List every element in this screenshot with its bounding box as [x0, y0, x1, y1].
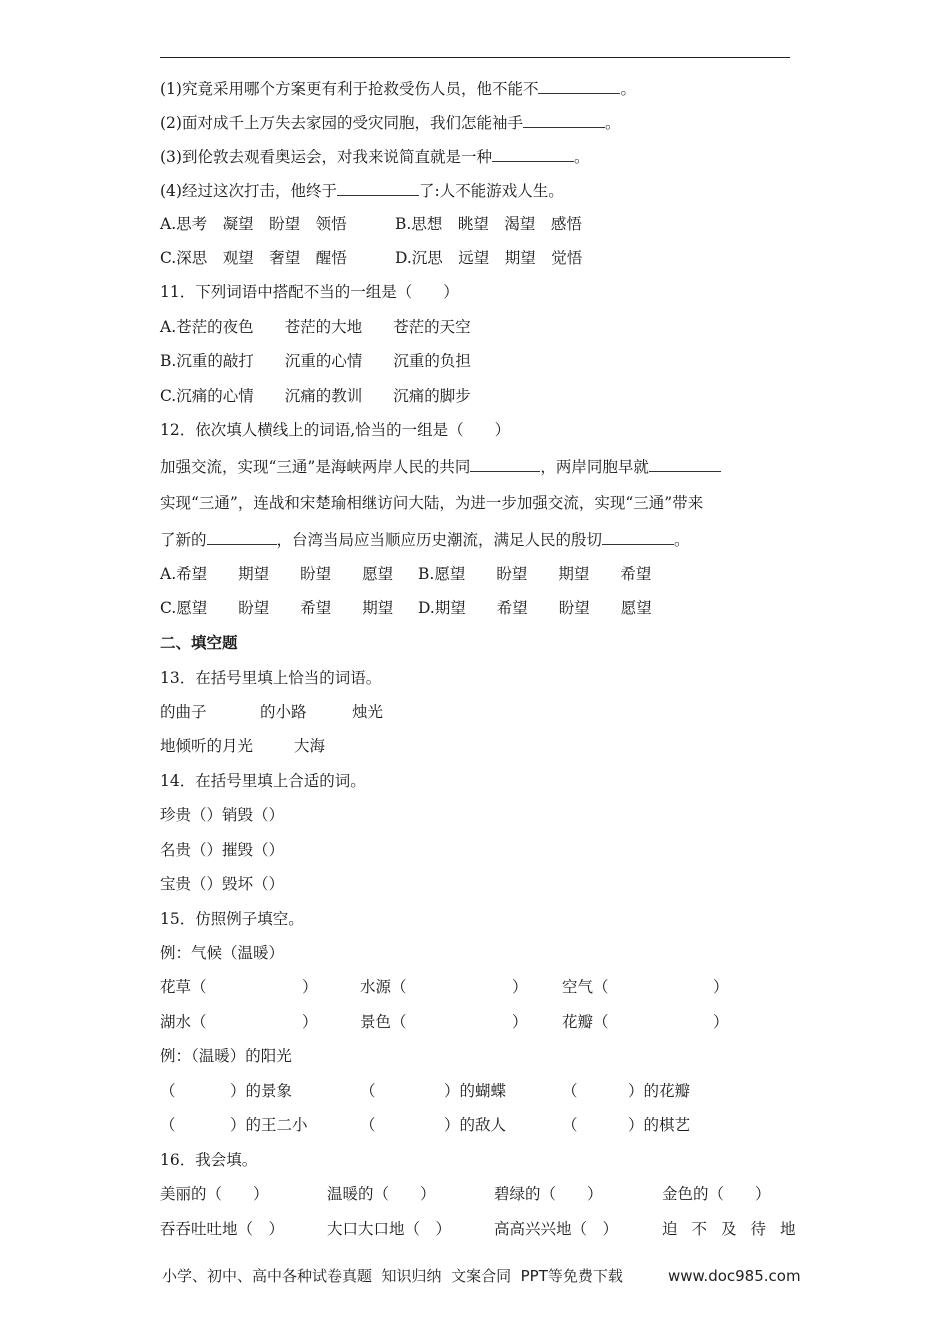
q13-item: 的小路 — [260, 703, 307, 721]
answer-blank[interactable] — [207, 529, 277, 545]
q16-item: 大口大口地（ ） — [327, 1220, 452, 1238]
q15-item-open: （ — [562, 1082, 578, 1100]
answer-blank[interactable] — [538, 78, 620, 94]
q14-stem: 14．在括号里填上合适的词。 — [160, 772, 366, 790]
footer-link[interactable]: www.doc985.com — [668, 1267, 801, 1285]
q11-stem: 11．下列词语中搭配不当的一组是（ ） — [160, 283, 459, 301]
q15-item-close: ） — [302, 978, 318, 996]
q13-item: 地倾听的月光 — [160, 737, 254, 755]
q10-sentence-2: (2)面对成千上万失去家园的受灾同胞，我们怎能袖手 。 — [160, 114, 621, 132]
q15-example-2: 例：（温暖）的阳光 — [160, 1047, 292, 1065]
q16-item: 迫不及待地 — [662, 1220, 810, 1238]
q15-item-close: ） — [713, 1013, 729, 1031]
answer-blank[interactable] — [649, 456, 721, 472]
q15-item-label: 花草（ — [160, 978, 207, 996]
q13-item: 大海 — [294, 737, 326, 755]
answer-blank[interactable] — [602, 529, 674, 545]
q12-option-c[interactable]: C.愿望 盼望 希望 期望 — [160, 599, 394, 617]
q15-item-close: ） — [512, 1013, 528, 1031]
q15-item-open: （ — [160, 1082, 176, 1100]
q12-passage-line-1: 加强交流，实现“三通”是海峡两岸人民的共同 ，两岸同胞早就 — [160, 456, 721, 477]
q15-item-label: 水源（ — [360, 978, 407, 996]
q15-item-open: （ — [160, 1116, 176, 1134]
q15-item-label: ）的景象 — [230, 1082, 293, 1100]
q12-stem: 12．依次填人横线上的词语,恰当的一组是（ ） — [160, 421, 511, 439]
q13-stem: 13．在括号里填上恰当的词语。 — [160, 669, 382, 687]
q16-item: 吞吞吐吐地（ ） — [160, 1220, 285, 1238]
q15-item-label: ）的蝴蝶 — [444, 1082, 507, 1100]
q12-option-b[interactable]: B.愿望 盼望 期望 希望 — [418, 565, 652, 583]
q15-item-label: ）的敌人 — [444, 1116, 507, 1134]
header-rule — [160, 57, 790, 58]
q11-option-c[interactable]: C.沉痛的心情 沉痛的教训 沉痛的脚步 — [160, 387, 471, 405]
q16-item: 碧绿的（ ） — [494, 1185, 603, 1203]
q11-option-a[interactable]: A.苍茫的夜色 苍茫的大地 苍茫的天空 — [160, 318, 471, 336]
q14-row: 名贵（）摧毁（） — [160, 841, 285, 859]
answer-blank[interactable] — [470, 456, 540, 472]
q10-option-b[interactable]: B.思想 眺望 渴望 感悟 — [395, 215, 582, 233]
q15-item-label: 景色（ — [360, 1013, 407, 1031]
answer-blank[interactable] — [523, 112, 605, 128]
q15-item-label: 花瓣（ — [562, 1013, 609, 1031]
q15-item-close: ） — [512, 978, 528, 996]
q16-item: 高高兴兴地（ ） — [494, 1220, 619, 1238]
footer-text: 小学、初中、高中各种试卷真题 知识归纳 文案合同 PPT等免费下载 — [162, 1267, 623, 1285]
q15-stem: 15．仿照例子填空。 — [160, 910, 304, 928]
q14-row: 珍贵（）销毁（） — [160, 806, 285, 824]
q12-passage-line-3: 了新的 ，台湾当局应当顺应历史潮流，满足人民的殷切 。 — [160, 531, 690, 549]
q15-item-close: ） — [713, 978, 729, 996]
q15-item-open: （ — [360, 1116, 376, 1134]
q15-item-label: ）的花瓣 — [628, 1082, 691, 1100]
q12-passage-line-2: 实现“三通”，连战和宋楚瑜相继访问大陆，为进一步加强交流，实现“三通”带来 — [160, 494, 704, 512]
q15-item-open: （ — [360, 1082, 376, 1100]
q12-option-d[interactable]: D.期望 希望 盼望 愿望 — [418, 599, 652, 617]
q14-row: 宝贵（）毁坏（） — [160, 875, 285, 893]
q16-stem: 16．我会填。 — [160, 1151, 258, 1169]
q13-item: 烛光 — [352, 703, 384, 721]
q10-sentence-3: (3)到伦敦去观看奥运会，对我来说简直就是一种 。 — [160, 148, 590, 166]
q10-option-a[interactable]: A.思考 凝望 盼望 领悟 — [160, 215, 347, 233]
q16-item: 温暖的（ ） — [327, 1185, 436, 1203]
q10-sentence-4: (4)经过这次打击，他终于 了:人不能游戏人生。 — [160, 182, 564, 200]
q15-example-1: 例：气候（温暖） — [160, 944, 285, 962]
q16-item: 美丽的（ ） — [160, 1185, 269, 1203]
section-heading: 二、填空题 — [160, 634, 238, 652]
answer-blank[interactable] — [337, 180, 419, 196]
q15-item-label: ）的棋艺 — [628, 1116, 691, 1134]
q12-option-a[interactable]: A.希望 期望 盼望 愿望 — [160, 565, 394, 583]
q15-item-label: ）的王二小 — [230, 1116, 308, 1134]
q15-item-label: 湖水（ — [160, 1013, 207, 1031]
q10-option-c[interactable]: C.深思 观望 奢望 醒悟 — [160, 249, 347, 267]
q16-item: 金色的（ ） — [662, 1185, 771, 1203]
q15-item-label: 空气（ — [562, 978, 609, 996]
q11-option-b[interactable]: B.沉重的敲打 沉重的心情 沉重的负担 — [160, 352, 471, 370]
answer-blank[interactable] — [492, 146, 574, 162]
q15-item-close: ） — [302, 1013, 318, 1031]
q15-item-open: （ — [562, 1116, 578, 1134]
q10-sentence-1: (1)究竟采用哪个方案更有利于抢救受伤人员，他不能不 。 — [160, 80, 636, 98]
q13-item: 的曲子 — [160, 703, 207, 721]
q10-option-d[interactable]: D.沉思 远望 期望 觉悟 — [395, 249, 583, 267]
